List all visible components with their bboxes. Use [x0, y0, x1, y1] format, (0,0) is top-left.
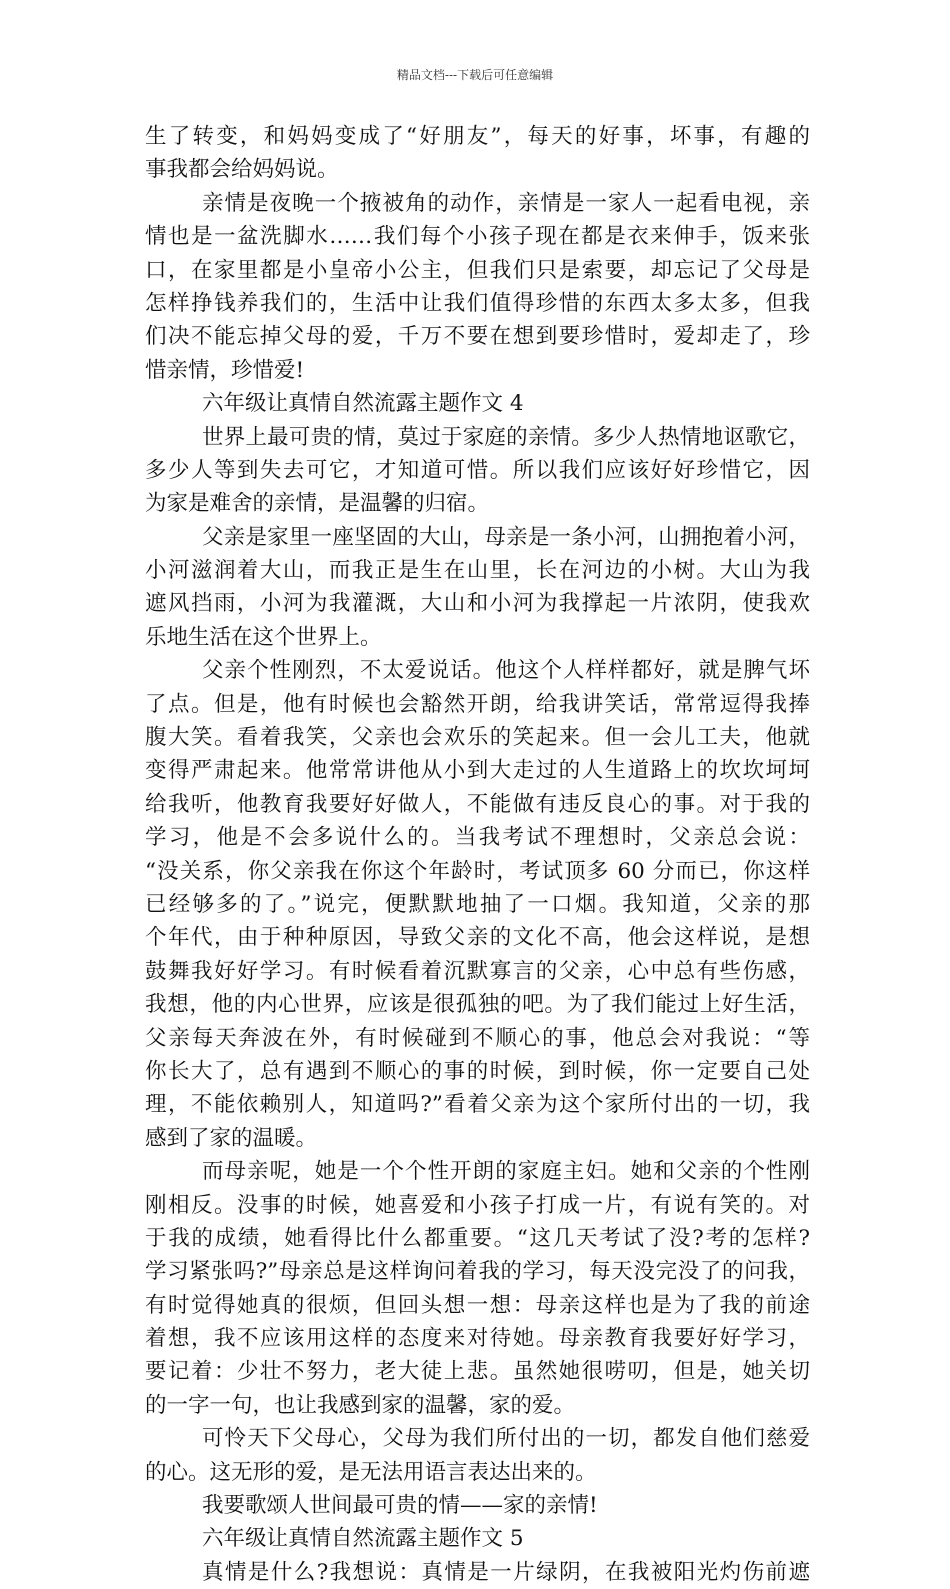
text-line: 们决不能忘掉父母的爱，千万不要在想到要珍惜时，爱却走了，珍 [145, 324, 810, 350]
text-line: 我要歌颂人世间最可贵的情——家的亲情! [202, 1493, 598, 1519]
text-line: 的一字一句，也让我感到家的温馨，家的爱。 [145, 1392, 576, 1418]
text-line: 鼓舞我好好学习。有时候看着沉默寡言的父亲，心中总有些伤感， [145, 958, 810, 984]
text-line: 有时觉得她真的很烦，但回头想一想：母亲这样也是为了我的前途 [145, 1292, 810, 1318]
text-line: “没关系，你父亲我在你这个年龄时，考试顶多 60 分而已，你这样 [145, 858, 810, 884]
text-line: 个年代，由于种种原因，导致父亲的文化不高，他会这样说，是想 [145, 925, 810, 951]
text-line: 着想，我不应该用这样的态度来对待她。母亲教育我要好好学习， [145, 1326, 810, 1352]
text-line: 世界上最可贵的情，莫过于家庭的亲情。多少人热情地讴歌它， [202, 424, 810, 450]
text-line: 给我听，他教育我要好好做人，不能做有违反良心的事。对于我的 [145, 791, 810, 817]
text-line: 遮风挡雨，小河为我灌溉，大山和小河为我撑起一片浓阴，使我欢 [145, 591, 810, 617]
text-line: 六年级让真情自然流露主题作文 4 [202, 391, 524, 417]
text-line: 理，不能依赖别人，知道吗?”看着父亲为这个家所付出的一切，我 [145, 1092, 810, 1118]
text-line: 六年级让真情自然流露主题作文 5 [202, 1526, 524, 1552]
text-line: 生了转变，和妈妈变成了“好朋友”，每天的好事，坏事，有趣的 [145, 124, 810, 149]
text-line: 亲情是夜晚一个掖被角的动作，亲情是一家人一起看电视，亲 [202, 190, 810, 216]
text-line: 感到了家的温暖。 [145, 1125, 318, 1151]
text-line: 要记着：少壮不努力，老大徒上悲。虽然她很唠叨，但是，她关切 [145, 1359, 810, 1385]
text-line: 刚相反。没事的时候，她喜爱和小孩子打成一片，有说有笑的。对 [145, 1192, 810, 1218]
text-line: 为家是难舍的亲情，是温馨的归宿。 [145, 491, 490, 517]
text-line: 的心。这无形的爱，是无法用语言表达出来的。 [145, 1459, 597, 1485]
text-line: 而母亲呢，她是一个个性开朗的家庭主妇。她和父亲的个性刚 [202, 1159, 810, 1185]
text-line: 可怜天下父母心，父母为我们所付出的一切，都发自他们慈爱 [202, 1426, 810, 1452]
text-line: 学习紧张吗?”母亲总是这样询问着我的学习，每天没完没了的问我， [145, 1259, 810, 1285]
text-line: 变得严肃起来。他常常讲他从小到大走过的人生道路上的坎坎坷坷 [145, 758, 810, 784]
text-line: 真情是什么?我想说：真情是一片绿阴，在我被阳光灼伤前遮 [202, 1559, 810, 1585]
text-line: 父亲个性刚烈，不太爱说话。他这个人样样都好，就是脾气坏 [202, 658, 810, 684]
text-line: 乐地生活在这个世界上。 [145, 624, 382, 650]
text-line: 父亲每天奔波在外，有时候碰到不顺心的事，他总会对我说：“等 [145, 1025, 810, 1051]
text-line: 我想，他的内心世界，应该是很孤独的吧。为了我们能过上好生活， [145, 992, 810, 1018]
text-line: 了点。但是，他有时候也会豁然开朗，给我讲笑话，常常逗得我捧 [145, 691, 810, 717]
document-body [145, 120, 810, 1589]
text-line: 情也是一盆洗脚水……我们每个小孩子现在都是衣来伸手，饭来张 [145, 224, 810, 250]
text-line: 多少人等到失去可它，才知道可惜。所以我们应该好好珍惜它，因 [145, 457, 810, 483]
text-line: 父亲是家里一座坚固的大山，母亲是一条小河，山拥抱着小河， [202, 524, 810, 550]
page-header: 精品文档---下载后可任意编辑 [396, 68, 554, 82]
text-line: 怎样挣钱养我们的，生活中让我们值得珍惜的东西太多太多，但我 [145, 290, 810, 316]
text-line: 小河滋润着大山，而我正是生在山里，长在河边的小树。大山为我 [145, 558, 810, 584]
text-line: 你长大了，总有遇到不顺心的事的时候，到时候，你一定要自己处 [145, 1058, 810, 1084]
text-line: 腹大笑。看着我笑，父亲也会欢乐的笑起来。但一会儿工夫，他就 [145, 725, 810, 751]
text-line: 事我都会给妈妈说。 [145, 157, 339, 183]
text-line: 已经够多的了。”说完，便默默地抽了一口烟。我知道，父亲的那 [145, 891, 810, 917]
text-line: 惜亲情，珍惜爱! [145, 357, 305, 383]
text-line: 学习，他是不会多说什么的。当我考试不理想时，父亲总会说： [145, 825, 810, 851]
text-line: 于我的成绩，她看得比什么都重要。“这几天考试了没?考的怎样? [145, 1225, 810, 1251]
text-line: 口，在家里都是小皇帝小公主，但我们只是索要，却忘记了父母是 [145, 257, 810, 283]
